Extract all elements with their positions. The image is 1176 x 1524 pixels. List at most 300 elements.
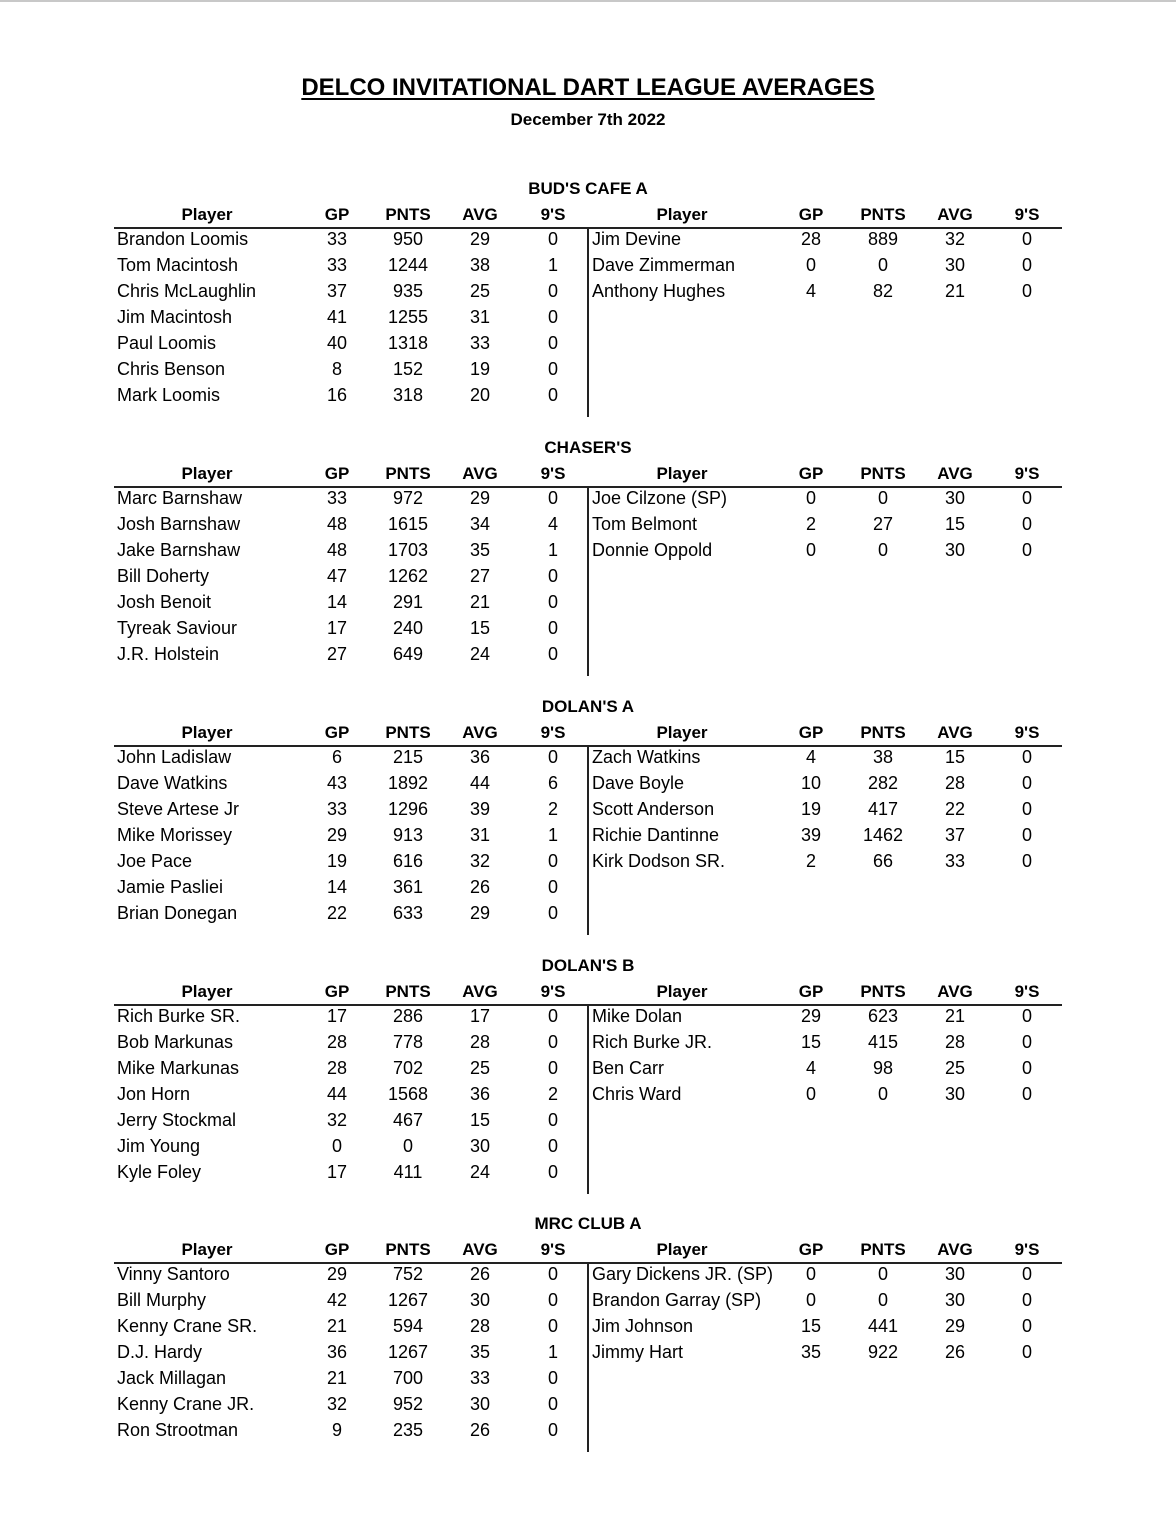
player-name: Rich Burke JR. [592,1032,713,1052]
column-header-pnts: PNTS [385,982,431,1001]
player-gp: 29 [326,825,348,845]
player-nines-count: 0 [547,1006,558,1026]
column-header-avg: AVG [937,1240,973,1259]
player-name: Joe Pace [117,851,193,871]
player-pnts: 922 [867,1342,899,1362]
player-avg: 30 [469,1394,491,1414]
player-avg: 26 [469,877,491,897]
player-nines-count: 0 [547,307,558,327]
player-pnts: 441 [867,1316,899,1336]
report-date: December 7th 2022 [510,110,666,129]
player-avg: 15 [944,514,966,534]
player-pnts: 282 [867,773,899,793]
player-pnts: 913 [392,825,424,845]
player-avg: 19 [469,359,491,379]
player-gp: 28 [326,1032,348,1052]
column-header-player: Player [656,723,708,742]
player-gp: 0 [805,540,816,560]
player-pnts: 411 [393,1162,423,1182]
player-name: Ron Strootman [117,1420,239,1440]
player-avg: 35 [469,1342,491,1362]
player-avg: 30 [469,1290,491,1310]
player-avg: 30 [944,540,966,560]
player-nines-count: 2 [547,1084,558,1104]
column-divider [587,747,589,935]
player-name: Brandon Garray (SP) [592,1290,762,1310]
player-avg: 32 [944,229,966,249]
player-nines-count: 0 [1021,1058,1032,1078]
player-avg: 38 [469,255,491,275]
player-avg: 29 [944,1316,966,1336]
player-gp: 48 [326,540,348,560]
player-name: Dave Boyle [592,773,685,793]
player-gp: 2 [805,851,816,871]
player-gp: 17 [326,1162,348,1182]
player-gp: 4 [805,1058,816,1078]
player-avg: 30 [944,1264,966,1284]
player-nines-count: 0 [1021,281,1032,301]
player-avg: 44 [469,773,491,793]
column-header-nines-count: 9'S [1014,205,1040,224]
column-divider [587,1264,589,1452]
player-avg: 27 [469,566,491,586]
player-nines-count: 0 [547,1032,558,1052]
player-name: Kyle Foley [117,1162,202,1182]
player-nines-count: 0 [1021,1006,1032,1026]
player-name: Mark Loomis [117,385,221,405]
player-pnts: 286 [392,1006,424,1026]
player-name: Bob Markunas [117,1032,234,1052]
column-header-pnts: PNTS [385,1240,431,1259]
player-name: Chris Benson [117,359,226,379]
player-nines-count: 0 [547,851,558,871]
column-header-nines-count: 9'S [540,1240,566,1259]
player-gp: 39 [800,825,822,845]
column-header-avg: AVG [462,205,498,224]
column-header-avg: AVG [462,464,498,483]
player-gp: 6 [331,747,342,767]
player-pnts: 623 [867,1006,899,1026]
player-nines-count: 0 [547,644,558,664]
player-gp: 43 [326,773,348,793]
player-pnts: 1892 [387,773,429,793]
player-gp: 27 [326,644,348,664]
player-avg: 28 [944,773,966,793]
player-nines-count: 1 [547,255,558,275]
player-nines-count: 0 [547,903,558,923]
player-name: Richie Dantinne [592,825,720,845]
column-header-pnts: PNTS [860,205,906,224]
player-pnts: 1255 [387,307,429,327]
team-name: BUD'S CAFE A [528,179,648,198]
player-avg: 29 [469,488,491,508]
player-avg: 15 [944,747,966,767]
player-nines-count: 0 [1021,229,1032,249]
column-header-player: Player [656,1240,708,1259]
player-pnts: 594 [392,1316,424,1336]
player-pnts: 152 [392,359,424,379]
column-header-pnts: PNTS [385,723,431,742]
player-name: Jamie Pasliei [117,877,224,897]
player-avg: 39 [469,799,491,819]
page-title [0,73,1176,103]
player-name: Bill Murphy [117,1290,207,1310]
player-pnts: 935 [392,281,424,301]
player-name: Zach Watkins [592,747,701,767]
team-section [0,438,1176,697]
player-gp: 35 [800,1342,822,1362]
player-gp: 28 [326,1058,348,1078]
player-pnts: 1296 [387,799,429,819]
player-name: Rich Burke SR. [117,1006,241,1026]
player-name: John Ladislaw [117,747,232,767]
player-pnts: 889 [867,229,899,249]
top-border [0,0,1176,2]
player-name: Chris McLaughlin [117,281,257,301]
player-avg: 29 [469,229,491,249]
player-nines-count: 0 [1021,255,1032,275]
player-gp: 8 [331,359,342,379]
player-name: Chris Ward [592,1084,682,1104]
player-name: Jim Macintosh [117,307,233,327]
player-nines-count: 0 [547,385,558,405]
player-avg: 37 [944,825,966,845]
column-header-nines-count: 9'S [1014,723,1040,742]
player-name: Brandon Loomis [117,229,249,249]
player-avg: 22 [944,799,966,819]
player-nines-count: 0 [547,359,558,379]
player-name: Paul Loomis [117,333,217,353]
player-nines-count: 0 [547,566,558,586]
team-name: DOLAN'S B [541,956,635,975]
player-avg: 21 [944,1006,966,1026]
player-name: Ben Carr [592,1058,665,1078]
player-gp: 17 [326,618,348,638]
player-gp: 2 [805,514,816,534]
player-gp: 22 [326,903,348,923]
player-avg: 25 [944,1058,966,1078]
column-header-player: Player [656,982,708,1001]
player-nines-count: 0 [1021,514,1032,534]
column-header-avg: AVG [462,1240,498,1259]
column-header-avg: AVG [937,982,973,1001]
player-gp: 47 [326,566,348,586]
player-pnts: 700 [392,1368,424,1388]
player-pnts: 291 [392,592,424,612]
player-gp: 14 [326,592,348,612]
column-header-gp: GP [324,723,350,742]
player-pnts: 415 [867,1032,899,1052]
player-pnts: 215 [392,747,424,767]
player-nines-count: 0 [547,488,558,508]
player-pnts: 82 [872,281,894,301]
column-header-player: Player [181,1240,233,1259]
column-header-gp: GP [798,464,824,483]
player-nines-count: 0 [1021,825,1032,845]
player-name: Jake Barnshaw [117,540,241,560]
player-avg: 31 [469,307,491,327]
player-avg: 24 [469,1162,491,1182]
player-name: D.J. Hardy [117,1342,203,1362]
player-avg: 33 [469,333,491,353]
player-name: Kirk Dodson SR. [592,851,726,871]
player-name: Mike Morissey [117,825,233,845]
player-gp: 41 [326,307,348,327]
player-avg: 26 [469,1264,491,1284]
column-header-avg: AVG [462,982,498,1001]
player-name: Scott Anderson [592,799,715,819]
player-avg: 33 [469,1368,491,1388]
player-pnts: 952 [392,1394,424,1414]
player-name: J.R. Holstein [117,644,220,664]
player-pnts: 27 [872,514,894,534]
player-gp: 0 [331,1136,342,1156]
player-nines-count: 0 [1021,1032,1032,1052]
player-avg: 30 [469,1136,491,1156]
column-header-gp: GP [324,205,350,224]
player-pnts: 616 [392,851,424,871]
player-pnts: 0 [877,1264,888,1284]
player-pnts: 98 [872,1058,894,1078]
player-nines-count: 0 [1021,1342,1032,1362]
player-gp: 0 [805,1264,816,1284]
player-name: Mike Markunas [117,1058,240,1078]
player-pnts: 1267 [387,1342,429,1362]
player-gp: 33 [326,488,348,508]
player-name: Marc Barnshaw [117,488,243,508]
player-nines-count: 0 [1021,1084,1032,1104]
player-gp: 16 [326,385,348,405]
player-pnts: 1267 [387,1290,429,1310]
column-header-gp: GP [798,205,824,224]
player-pnts: 1703 [387,540,429,560]
column-header-gp: GP [798,982,824,1001]
player-avg: 30 [944,488,966,508]
player-name: Jim Devine [592,229,682,249]
column-header-gp: GP [324,982,350,1001]
player-nines-count: 4 [547,514,558,534]
player-nines-count: 1 [547,825,558,845]
team-section [0,1214,1176,1473]
player-pnts: 702 [392,1058,424,1078]
player-avg: 33 [944,851,966,871]
player-gp: 15 [800,1316,822,1336]
column-divider [587,488,589,676]
column-header-nines-count: 9'S [1014,1240,1040,1259]
player-gp: 19 [800,799,822,819]
column-header-nines-count: 9'S [540,723,566,742]
player-pnts: 1262 [387,566,429,586]
player-nines-count: 0 [547,618,558,638]
player-nines-count: 0 [547,1316,558,1336]
player-nines-count: 0 [547,1058,558,1078]
player-name: Dave Zimmerman [592,255,736,275]
player-nines-count: 0 [547,1162,558,1182]
player-nines-count: 0 [1021,1290,1032,1310]
player-pnts: 235 [392,1420,424,1440]
player-pnts: 1462 [862,825,904,845]
player-name: Donnie Oppold [592,540,713,560]
player-name: Joe Cilzone (SP) [592,488,728,508]
player-name: Kenny Crane SR. [117,1316,258,1336]
player-pnts: 1244 [387,255,429,275]
player-gp: 29 [326,1264,348,1284]
player-nines-count: 0 [547,592,558,612]
column-header-pnts: PNTS [860,1240,906,1259]
player-nines-count: 0 [547,1290,558,1310]
team-section [0,956,1176,1215]
player-nines-count: 2 [547,799,558,819]
player-pnts: 1318 [387,333,429,353]
player-name: Vinny Santoro [117,1264,230,1284]
column-header-player: Player [181,723,233,742]
column-header-pnts: PNTS [860,723,906,742]
player-gp: 33 [326,255,348,275]
player-name: Anthony Hughes [592,281,726,301]
player-name: Jimmy Hart [592,1342,683,1362]
player-nines-count: 0 [1021,747,1032,767]
player-nines-count: 0 [1021,1264,1032,1284]
column-header-nines-count: 9'S [540,205,566,224]
player-avg: 30 [944,1084,966,1104]
column-header-nines-count: 9'S [540,464,566,483]
player-gp: 4 [805,281,816,301]
player-gp: 9 [331,1420,342,1440]
player-avg: 30 [944,255,966,275]
player-pnts: 0 [877,540,888,560]
player-nines-count: 0 [547,1264,558,1284]
player-pnts: 240 [392,618,424,638]
column-divider [587,1006,589,1194]
player-pnts: 361 [392,877,424,897]
player-nines-count: 0 [547,1136,558,1156]
player-avg: 36 [469,747,491,767]
column-header-pnts: PNTS [385,205,431,224]
player-pnts: 649 [392,644,424,664]
player-avg: 20 [469,385,491,405]
column-header-avg: AVG [937,464,973,483]
player-pnts: 0 [877,1290,888,1310]
column-header-gp: GP [798,1240,824,1259]
player-avg: 30 [944,1290,966,1310]
player-nines-count: 1 [547,540,558,560]
column-header-nines-count: 9'S [1014,982,1040,1001]
player-gp: 33 [326,799,348,819]
player-nines-count: 0 [547,229,558,249]
player-pnts: 66 [872,851,894,871]
column-header-pnts: PNTS [860,982,906,1001]
player-name: Dave Watkins [117,773,228,793]
player-avg: 36 [469,1084,491,1104]
player-gp: 29 [800,1006,822,1026]
player-nines-count: 0 [547,333,558,353]
player-nines-count: 0 [547,747,558,767]
column-header-avg: AVG [462,723,498,742]
player-nines-count: 0 [1021,773,1032,793]
player-nines-count: 0 [547,1368,558,1388]
player-pnts: 0 [877,255,888,275]
player-avg: 26 [469,1420,491,1440]
player-nines-count: 0 [1021,1316,1032,1336]
player-avg: 35 [469,540,491,560]
player-gp: 4 [805,747,816,767]
player-nines-count: 0 [547,877,558,897]
player-nines-count: 0 [547,1110,558,1130]
player-gp: 48 [326,514,348,534]
player-avg: 24 [469,644,491,664]
player-gp: 37 [326,281,348,301]
player-pnts: 38 [872,747,894,767]
column-header-gp: GP [324,464,350,483]
player-pnts: 950 [392,229,424,249]
player-name: Josh Barnshaw [117,514,241,534]
column-header-pnts: PNTS [860,464,906,483]
player-name: Jon Horn [117,1084,191,1104]
player-avg: 26 [944,1342,966,1362]
column-header-gp: GP [324,1240,350,1259]
player-gp: 44 [326,1084,348,1104]
player-pnts: 467 [392,1110,424,1130]
column-divider [587,229,589,417]
player-gp: 28 [800,229,822,249]
team-name: DOLAN'S A [541,697,635,716]
team-name: MRC CLUB A [534,1214,642,1233]
player-nines-count: 6 [547,773,558,793]
player-gp: 40 [326,333,348,353]
player-avg: 29 [469,903,491,923]
column-header-player: Player [181,982,233,1001]
player-pnts: 417 [867,799,899,819]
player-gp: 14 [326,877,348,897]
player-name: Jack Millagan [117,1368,227,1388]
page-title-text: DELCO INVITATIONAL DART LEAGUE AVERAGES [301,74,875,101]
player-avg: 28 [944,1032,966,1052]
player-name: Tom Belmont [592,514,698,534]
player-gp: 32 [326,1394,348,1414]
player-gp: 19 [326,851,348,871]
player-name: Tom Macintosh [117,255,239,275]
column-header-nines-count: 9'S [540,982,566,1001]
player-gp: 21 [326,1368,348,1388]
column-header-nines-count: 9'S [1014,464,1040,483]
player-pnts: 0 [402,1136,413,1156]
player-name: Tyreak Saviour [117,618,238,638]
player-pnts: 0 [877,1084,888,1104]
player-name: Jerry Stockmal [117,1110,237,1130]
player-nines-count: 1 [547,1342,558,1362]
player-pnts: 1615 [387,514,429,534]
player-name: Jim Young [117,1136,201,1156]
player-gp: 21 [326,1316,348,1336]
player-avg: 28 [469,1032,491,1052]
column-header-gp: GP [798,723,824,742]
player-pnts: 0 [877,488,888,508]
player-name: Josh Benoit [117,592,212,612]
player-gp: 32 [326,1110,348,1130]
player-avg: 21 [469,592,491,612]
player-pnts: 633 [392,903,424,923]
player-nines-count: 0 [547,1420,558,1440]
player-avg: 31 [469,825,491,845]
player-nines-count: 0 [547,1394,558,1414]
player-name: Brian Donegan [117,903,238,923]
player-gp: 0 [805,255,816,275]
player-name: Mike Dolan [592,1006,683,1026]
player-gp: 10 [800,773,822,793]
column-header-player: Player [181,205,233,224]
team-name: CHASER'S [544,438,632,457]
player-gp: 0 [805,488,816,508]
